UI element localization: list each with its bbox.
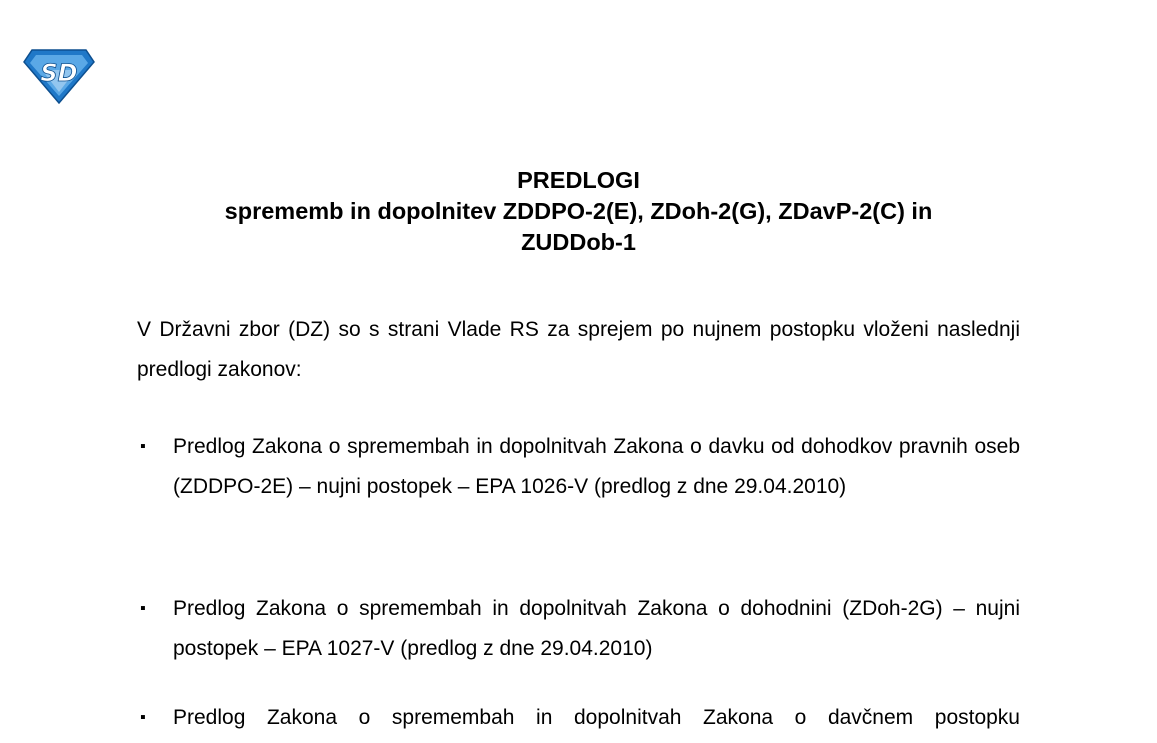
list-item (137, 427, 1020, 507)
title-line-3: ZUDDob-1 (521, 229, 636, 255)
list-item-text: Predlog Zakona o spremembah in dopolnitvah Zakona o davku od dohodkov pravnih oseb (ZDDPO-2E) – nujni postopek – EPA 1026-V (predlog z dne 29.04.2010) (173, 435, 1020, 498)
list-item (137, 698, 1020, 738)
bullet-marker: ▪ (140, 709, 146, 726)
list-item-text: Predlog Zakona o spremembah in dopolnitvah Zakona o davčnem postopku (173, 706, 1020, 729)
sd-shield-logo-icon (22, 48, 96, 104)
svg-text:SD: SD (40, 59, 78, 87)
list-item-text: Predlog Zakona o spremembah in dopolnitvah Zakona o dohodnini (ZDoh-2G) – nujni postopek – EPA 1027-V (predlog z dne 29.04.2010) (173, 597, 1020, 660)
bullet-marker: ▪ (140, 438, 146, 455)
document-title (0, 165, 1157, 258)
intro-paragraph: V Državni zbor (DZ) so s strani Vlade RS za sprejem po nujnem postopku vloženi naslednji predlogi zakonov: (137, 318, 1020, 381)
company-logo (22, 48, 96, 104)
title-line-1: PREDLOGI (517, 167, 640, 193)
title-line-2: sprememb in dopolnitev ZDDPO-2(E), ZDoh-2(G), ZDavP-2(C) in (224, 198, 933, 224)
list-item (137, 589, 1020, 669)
bullet-marker: ▪ (140, 600, 146, 617)
